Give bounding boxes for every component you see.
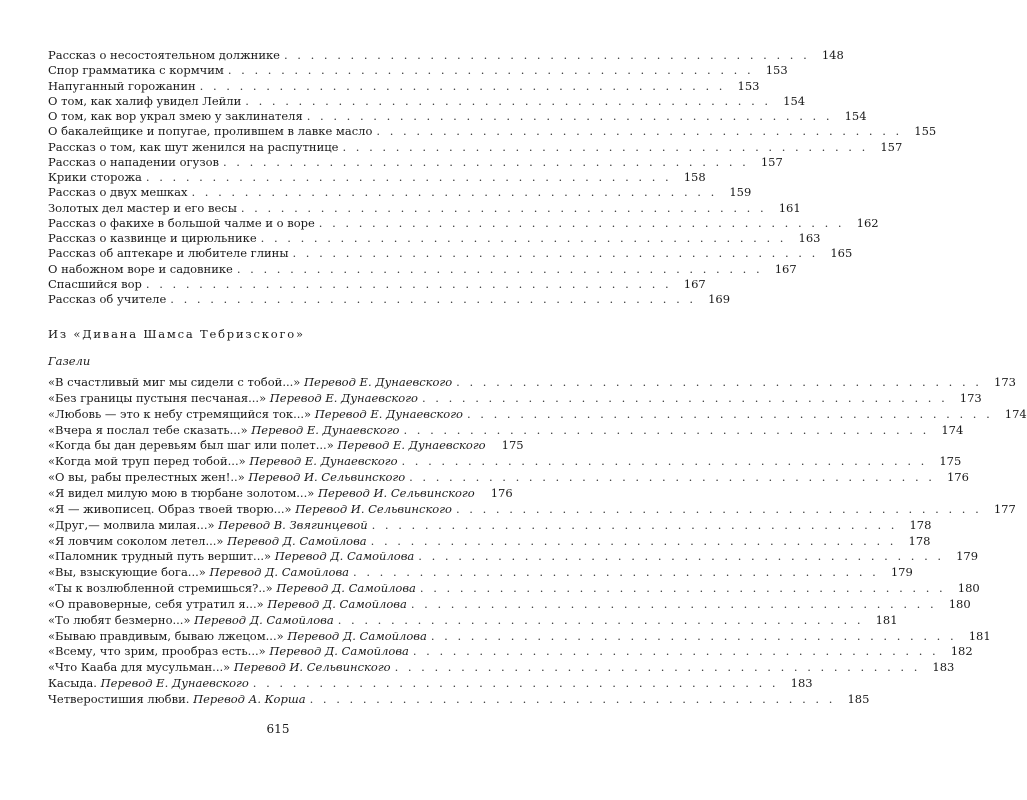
toc-entry-title: Рассказ о казвинце и цирюльнике: [48, 231, 257, 245]
toc-entry-translator: Перевод Д. Самойлова: [227, 533, 367, 548]
toc-entry-page: 165: [830, 246, 853, 261]
toc-entry-page: 179: [956, 549, 979, 564]
toc-entry-text: [48, 660, 391, 674]
toc-entry-translator: Перевод И. Сельвинского: [248, 470, 406, 485]
toc-entry-title: «Всему, что зрим, прообраз есть...»: [48, 644, 266, 659]
toc-entry-text: [48, 423, 399, 437]
dot-leader: . . . . . . . . . . . . . . . . . . . . . . . . . . . . . . . . . . . . . . . .: [227, 63, 754, 78]
toc-entry-text: [48, 676, 249, 690]
toc-entry-text: [48, 185, 187, 199]
toc-entry-translator: Перевод Е. Дунаевского: [303, 375, 453, 389]
toc-entry: [48, 375, 1016, 389]
toc-entry-text: [48, 407, 463, 421]
toc-entry-title: «Паломник трудный путь вершит...»: [48, 549, 272, 564]
toc-entry: [48, 261, 797, 276]
toc-entry: [48, 48, 844, 62]
toc-entry-page: 175: [501, 438, 524, 453]
toc-entry: [48, 454, 962, 469]
toc-entry-page: 162: [856, 215, 879, 230]
toc-entry-page: 173: [959, 390, 982, 405]
toc-entry-page: 154: [844, 109, 867, 123]
toc-entry-title: Рассказ о нападении огузов: [48, 154, 219, 169]
dot-leader: . . . . . . . . . . . . . . . . . . . . . . . . . . . . . . . . . . . . . . . .: [191, 185, 718, 200]
toc-entry: [48, 470, 969, 485]
toc-entry: [48, 276, 706, 291]
toc-entry-page: 158: [683, 170, 706, 184]
toc-entry-text: [48, 470, 405, 484]
dot-leader: . . . . . . . . . . . . . . . . . . . . . . . . . . . . . . . . . . . . . . . .: [455, 501, 982, 516]
toc-entry-text: [48, 438, 486, 452]
toc-entry: [48, 200, 801, 215]
dot-leader: . . . . . . . . . . . . . . . . . . . . . . . . . . . . . . . . . . . . . . . .: [430, 628, 957, 643]
toc-entry-page: 183: [790, 676, 813, 691]
toc-entry: [48, 612, 898, 627]
toc-entry-title: «Вчера я послал тебе сказать...»: [48, 422, 248, 437]
toc-entry: [48, 63, 788, 78]
dot-leader: . . . . . . . . . . . . . . . . . . . . . . . . . . . . . . . . . . . . . . . .: [283, 48, 810, 62]
toc-entry-translator: Перевод Е. Дунаевского: [269, 390, 418, 405]
dot-leader: . . . . . . . . . . . . . . . . . . . . . . . . . . . . . . . . . . . . . . . .: [409, 470, 935, 485]
dot-leader: . . . . . . . . . . . . . . . . . . . . . . . . . . . . . . . . . . . . . . . .: [240, 200, 767, 215]
toc-entry: [48, 109, 867, 123]
toc-entry-page: 153: [765, 63, 788, 78]
toc-entry-page: 180: [957, 581, 980, 596]
dot-leader: . . . . . . . . . . . . . . . . . . . . . . . . . . . . . . . . . . . . . . . .: [376, 124, 903, 139]
toc-entry-translator: Перевод И. Сельвинского: [317, 485, 475, 500]
toc-entry-page: 148: [821, 48, 844, 62]
toc-entry-page: 154: [783, 93, 806, 108]
toc-entry-title: Крики сторожа: [48, 170, 142, 184]
page-number: 615: [266, 722, 290, 736]
toc-entry-text: [48, 246, 288, 260]
toc-entry-translator: Перевод И. Сельвинского: [295, 501, 452, 516]
toc-entry-title: О бакалейщике и попугае, пролившем в лавке масло: [48, 124, 373, 139]
dot-leader: . . . . . . . . . . . . . . . . . . . . . . . . . . . . . . . . . . . . . . . .: [410, 596, 937, 611]
toc-entry-title: Напуганный горожанин: [48, 78, 196, 93]
toc-entry-title: «Вы, взыскующие бога...»: [48, 565, 206, 580]
toc-entry-text: [48, 518, 368, 532]
toc-entry: [48, 692, 870, 706]
toc-entry-text: [48, 201, 237, 215]
dot-leader: . . . . . . . . . . . . . . . . . . . . . . . . . . . . . . . . . . . . . . . .: [145, 170, 672, 184]
toc-entry-text: [48, 629, 427, 643]
toc-entry-text: [48, 391, 418, 405]
toc-entry-title: «Ты к возлюбленной стремишься?..»: [48, 581, 273, 596]
dot-leader: . . . . . . . . . . . . . . . . . . . . . . . . . . . . . . . . . . . . . . . .: [199, 78, 726, 93]
toc-entry: [48, 533, 931, 548]
toc-entry-text: [48, 124, 372, 138]
dot-leader: . . . . . . . . . . . . . . . . . . . . . . . . . . . . . . . . . . . . . . . .: [145, 276, 672, 291]
dot-leader: . . . . . . . . . . . . . . . . . . . . . . . . . . . . . . . . . . . . . . . .: [337, 612, 864, 627]
toc-entry-page: 157: [880, 139, 903, 154]
section-heading: Из «Дивана Шамса Тебризского»: [48, 327, 305, 341]
toc-entry: [48, 78, 760, 93]
toc-entry-page: 179: [890, 565, 913, 580]
toc-entry-text: [48, 216, 315, 230]
toc-entry: [48, 170, 706, 184]
toc-entry-page: 159: [729, 185, 752, 200]
toc-entry-text: [48, 375, 452, 389]
toc-entry-title: Рассказ об учителе: [48, 292, 167, 306]
toc-entry-text: [48, 140, 338, 154]
dot-leader: . . . . . . . . . . . . . . . . . . . . . . . . . . . . . . . . . . . . . . . .: [342, 139, 869, 154]
toc-entry-page: 176: [946, 470, 969, 485]
toc-entry-translator: Перевод И. Сельвинского: [233, 660, 391, 675]
toc-entry-page: 175: [939, 454, 962, 469]
toc-entry-page: 167: [683, 276, 706, 291]
toc-entry-title: Рассказ о двух мешках: [48, 185, 188, 200]
toc-entry-translator: Перевод Д. Самойлова: [194, 612, 334, 627]
toc-entry-page: 174: [1004, 406, 1027, 421]
toc-entry-page: 178: [908, 533, 931, 548]
toc-entry-text: [48, 48, 280, 62]
toc-entry-page: 157: [760, 154, 783, 169]
dot-leader: . . . . . . . . . . . . . . . . . . . . . . . . . . . . . . . . . . . . . . . .: [252, 676, 779, 691]
toc-entry-text: [48, 549, 414, 563]
toc-entry: [48, 124, 937, 139]
toc-entry: [48, 485, 513, 500]
toc-entry-translator: Перевод Е. Дунаевского: [251, 422, 400, 437]
toc-entry: [48, 596, 971, 611]
toc-entry-title: «То любят безмерно...»: [48, 612, 191, 627]
toc-entry-title: «Я — живописец. Образ твоей творю...»: [48, 501, 292, 516]
toc-entry-text: [48, 109, 303, 123]
toc-entry-page: 153: [737, 78, 760, 93]
dot-leader: . . . . . . . . . . . . . . . . . . . . . . . . . . . . . . . . . . . . . . . .: [318, 215, 845, 230]
dot-leader: . . . . . . . . . . . . . . . . . . . . . . . . . . . . . . . . . . . . . . . .: [394, 660, 921, 675]
toc-entry-title: «Когда мой труп перед тобой...»: [48, 454, 246, 469]
toc-entry-text: [48, 262, 233, 276]
toc-entry-page: 181: [968, 628, 991, 643]
toc-entry-text: [48, 170, 142, 184]
toc-entry-translator: Перевод Е. Дунаевского: [314, 406, 463, 421]
toc-entry-text: [48, 63, 224, 77]
toc-entry: [48, 422, 964, 437]
toc-entry: [48, 406, 1027, 421]
toc-entry-page: 181: [875, 612, 898, 627]
toc-entry-translator: Перевод Д. Самойлова: [209, 565, 350, 580]
toc-entry-title: Спасшийся вор: [48, 276, 142, 291]
dot-leader: . . . . . . . . . . . . . . . . . . . . . . . . . . . . . . . . . . . . . . . .: [370, 533, 897, 548]
toc-entry-page: 169: [708, 292, 731, 306]
dot-leader: . . . . . . . . . . . . . . . . . . . . . . . . . . . . . . . . . . . . . . . .: [170, 292, 697, 306]
dot-leader: . . . . . . . . . . . . . . . . . . . . . . . . . . . . . . . . . . . . . . . .: [260, 231, 787, 245]
toc-entry-page: 173: [994, 375, 1016, 389]
dot-leader: . . . . . . . . . . . . . . . . . . . . . . . . . . . . . . . . . . . . . . . .: [371, 517, 898, 532]
toc-entry: [48, 565, 913, 580]
toc-entry-title: О том, как халиф увидел Лейли: [48, 93, 242, 108]
toc-entry-text: [48, 155, 219, 169]
toc-entry: [48, 644, 973, 659]
toc-entry-title: Касыда.: [48, 676, 97, 691]
dot-leader: . . . . . . . . . . . . . . . . . . . . . . . . . . . . . . . . . . . . . . . .: [421, 390, 948, 405]
toc-entry: [48, 517, 932, 532]
toc-entry-text: [48, 644, 409, 658]
toc-entry-title: Рассказ о факихе в большой чалме и о воре: [48, 215, 315, 230]
toc-entry-title: О набожном воре и садовнике: [48, 261, 233, 276]
toc-entry-page: 178: [909, 517, 932, 532]
toc-entry-title: Рассказ о том, как шут женился на распутнице: [48, 139, 339, 154]
toc-entry: [48, 501, 1016, 516]
toc-entry-text: [48, 277, 142, 291]
toc-entry-text: [48, 486, 475, 500]
toc-entry: [48, 292, 731, 306]
toc-entry-page: 161: [778, 200, 801, 215]
toc-entry-page: 183: [932, 660, 955, 675]
toc-entry-title: «Любовь — это к небу стремящийся ток...»: [48, 406, 312, 421]
toc-entry-title: «О вы, рабы прелестных жен!..»: [48, 470, 245, 485]
toc-entry: [48, 215, 879, 230]
toc-entry-title: «Когда бы дан деревьям был шаг или полет...»: [48, 438, 334, 453]
toc-entry-translator: Перевод Д. Самойлова: [274, 549, 415, 564]
toc-entry-text: [48, 231, 257, 245]
dot-leader: . . . . . . . . . . . . . . . . . . . . . . . . . . . . . . . . . . . . . . . .: [466, 406, 993, 421]
toc-entry-page: 185: [847, 692, 870, 706]
dot-leader: . . . . . . . . . . . . . . . . . . . . . . . . . . . . . . . . . . . . . . . .: [353, 565, 879, 580]
toc-entry-text: [48, 692, 306, 706]
toc-entry-translator: Перевод Е. Дунаевского: [249, 454, 398, 469]
dot-leader: . . . . . . . . . . . . . . . . . . . . . . . . . . . . . . . . . . . . . . . .: [412, 644, 939, 659]
toc-entry-text: [48, 79, 196, 93]
dot-leader: . . . . . . . . . . . . . . . . . . . . . . . . . . . . . . . . . . . . . . . .: [309, 692, 836, 706]
toc-entry-page: 180: [948, 596, 971, 611]
toc-entry: [48, 154, 783, 169]
section-subheading: Газели: [48, 354, 91, 368]
dot-leader: . . . . . . . . . . . . . . . . . . . . . . . . . . . . . . . . . . . . . . . .: [403, 422, 930, 437]
toc-entry: [48, 660, 955, 675]
toc-entry-text: [48, 581, 416, 595]
toc-entry-text: [48, 565, 349, 579]
toc-entry-title: «О правоверные, себя утратил я...»: [48, 596, 264, 611]
toc-entry-text: [48, 94, 241, 108]
toc-entry-text: [48, 534, 367, 548]
toc-entry-translator: Перевод Д. Самойлова: [267, 596, 407, 611]
toc-entry: [48, 185, 752, 200]
toc-entry-page: 182: [950, 644, 973, 659]
toc-entry-page: 177: [993, 501, 1016, 516]
dot-leader: . . . . . . . . . . . . . . . . . . . . . . . . . . . . . . . . . . . . . . . .: [419, 581, 946, 596]
toc-entry-title: «Я ловчим соколом летел...»: [48, 533, 224, 548]
dot-leader: . . . . . . . . . . . . . . . . . . . . . . . . . . . . . . . . . . . . . . . .: [236, 261, 763, 276]
toc-entry-translator: Перевод Е. Дунаевского: [100, 676, 249, 691]
toc-entry: [48, 438, 524, 453]
toc-entry-translator: Перевод Е. Дунаевского: [337, 438, 486, 453]
toc-entry: [48, 231, 821, 245]
toc-entry: [48, 676, 813, 691]
toc-entry: [48, 246, 853, 261]
dot-leader: . . . . . . . . . . . . . . . . . . . . . . . . . . . . . . . . . . . . . . . .: [306, 109, 833, 123]
toc-entry-text: [48, 613, 334, 627]
toc-entry-title: Рассказ о несостоятельном должнике: [48, 48, 280, 62]
toc-entry-title: «В счастливый миг мы сидели с тобой...»: [48, 375, 301, 389]
toc-entry-title: «Без границы пустыня песчаная...»: [48, 390, 267, 405]
toc-entry-page: 174: [941, 422, 964, 437]
toc-entry-translator: Перевод В. Звягинцевой: [218, 517, 368, 532]
toc-entry-title: «Я видел милую мою в тюрбане золотом...»: [48, 485, 315, 500]
toc-entry-title: Рассказ об аптекаре и любителе глины: [48, 246, 289, 261]
toc-entry-translator: Перевод А. Корша: [193, 692, 306, 706]
toc-entry-title: Четверостишия любви.: [48, 692, 190, 706]
dot-leader: . . . . . . . . . . . . . . . . . . . . . . . . . . . . . . . . . . . . . . . .: [245, 93, 772, 108]
toc-entry-text: [48, 502, 452, 516]
toc-entry: [48, 93, 806, 108]
toc-entry-page: 176: [490, 485, 513, 500]
toc-entry-title: Золотых дел мастер и его весы: [48, 200, 237, 215]
dot-leader: . . . . . . . . . . . . . . . . . . . . . . . . . . . . . . . . . . . . . . . .: [418, 549, 945, 564]
toc-entry-text: [48, 597, 407, 611]
toc-entry-translator: Перевод Д. Самойлова: [287, 628, 427, 643]
toc-entry-page: 163: [798, 231, 821, 245]
dot-leader: . . . . . . . . . . . . . . . . . . . . . . . . . . . . . . . . . . . . . . . .: [292, 246, 819, 261]
toc-entry-title: «Бываю правдивым, бываю лжецом...»: [48, 628, 284, 643]
toc-entry: [48, 628, 991, 643]
toc-entry: [48, 139, 903, 154]
toc-entry-title: О том, как вор украл змею у заклинателя: [48, 109, 303, 123]
toc-entry-page: 155: [914, 124, 937, 139]
toc-entry-title: Спор грамматика с кормчим: [48, 63, 224, 78]
toc-entry-title: «Что Кааба для мусульман...»: [48, 660, 231, 675]
toc-entry: [48, 549, 979, 564]
toc-entry-translator: Перевод Д. Самойлова: [276, 581, 416, 596]
toc-entry: [48, 581, 980, 596]
toc-entry-translator: Перевод Д. Самойлова: [269, 644, 409, 659]
toc-entry-text: [48, 454, 398, 468]
dot-leader: . . . . . . . . . . . . . . . . . . . . . . . . . . . . . . . . . . . . . . . .: [401, 454, 928, 469]
toc-entry-title: «Друг,— молвила милая...»: [48, 517, 215, 532]
toc-entry: [48, 390, 982, 405]
toc-entry-page: 167: [774, 261, 797, 276]
dot-leader: . . . . . . . . . . . . . . . . . . . . . . . . . . . . . . . . . . . . . . . .: [223, 154, 749, 169]
toc-entry-text: [48, 292, 166, 306]
dot-leader: . . . . . . . . . . . . . . . . . . . . . . . . . . . . . . . . . . . . . . . .: [456, 375, 982, 389]
